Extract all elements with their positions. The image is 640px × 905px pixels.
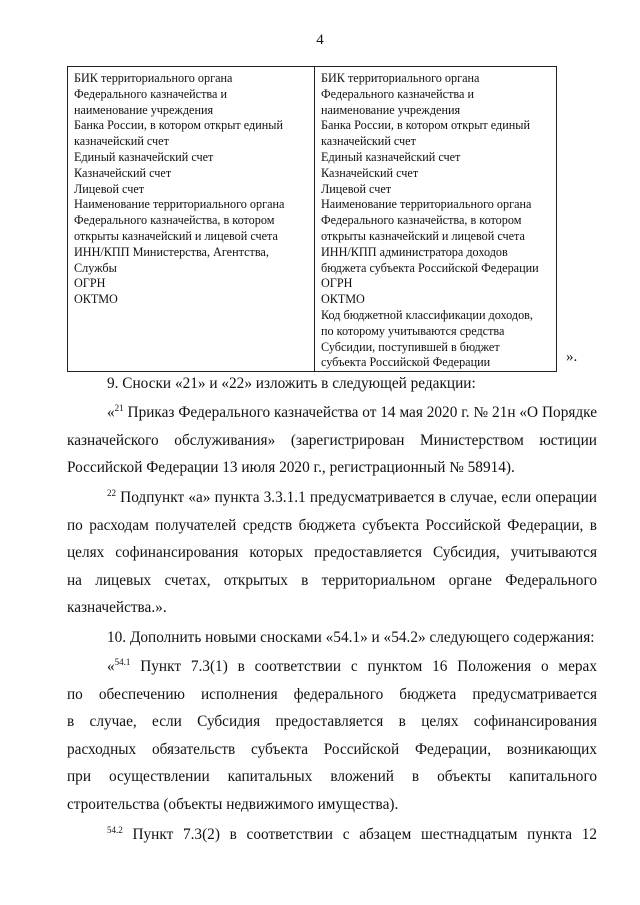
table-right-column [315, 67, 557, 372]
footnote-22-line: казначейства.». [67, 599, 167, 616]
table-row-label: ИНН/КПП Министерства, Агентства, [74, 244, 269, 259]
table-row-label: Федерального казначейства, в котором [321, 213, 522, 228]
bank-details-table [67, 66, 557, 372]
table-row-label: Лицевой счет [321, 181, 392, 196]
table-row-label: ОКТМО [74, 292, 118, 307]
page-number: 4 [316, 32, 324, 48]
table-row-label: БИК территориального органа [321, 71, 480, 85]
table-row-label: Наименование территориального органа [74, 197, 285, 212]
table-row-label: БИК территориального органа [74, 71, 233, 85]
footnote-54-1-marker: 54.1 [114, 657, 131, 667]
footnote-54-1-line: расходных обязательств субъекта Российской Федерации, возникающих [67, 740, 597, 758]
table-row-label: Наименование территориального органа [321, 197, 532, 212]
table-row-label: ИНН/КПП администратора доходов [321, 244, 508, 259]
footnote-54-2-line: $^{54.2}$ Пункт 7.3(2) в соответствии с абзацем шестнадцатым пункта 12 [107, 825, 597, 843]
table-row-label: открыты казначейский и лицевой счета [321, 228, 525, 243]
footnote-22 [67, 484, 597, 622]
footnote-22-line: по расходам получателей средств бюджета субъекта Российской Федерации, в [67, 516, 597, 534]
table-row-label: Федерального казначейства, в котором [74, 213, 275, 228]
table-row-label: Федерального казначейства и [321, 86, 474, 101]
table-row-label: субъекта Российской Федерации [321, 355, 491, 370]
table-row-label: Федерального казначейства и [74, 86, 227, 101]
footnote-22-line: $^{22}$ Подпункт «а» пункта 3.3.1.1 предусматривается в случае, если операции [107, 488, 597, 506]
item-10-section [67, 624, 597, 652]
table-row-label: открыты казначейский и лицевой счета [74, 228, 278, 243]
footnote-21 [67, 399, 597, 482]
table-row-label: Единый казначейский счет [321, 149, 461, 164]
footnote-54-1-line: «$^{54.1}$ Пункт 7.3(1) в соответствии с пунктом 16 Положения о мерах [107, 657, 597, 675]
table-row-label: казначейский счет [74, 134, 169, 149]
item-9-heading: 9. Сноски «21» и «22» изложить в следующей редакции: [107, 375, 476, 392]
table-closing-quote: ». [566, 349, 578, 365]
footnote-21-marker: 21 [114, 403, 124, 413]
item-10-heading: 10. Дополнить новыми сносками «54.1» и «54.2» следующего содержания: [107, 629, 595, 646]
footnote-54-2-marker: 54.2 [107, 825, 123, 835]
footnote-54-1-line: строительства (объекты недвижимого имущества). [67, 795, 399, 813]
table-row-label: наименование учреждения [321, 102, 461, 117]
footnote-21-line: «$^{21}$ Приказ Федерального казначейства от 14 мая 2020 г. № 21н «О Порядке [107, 403, 597, 421]
table-row-label: Банка России, в котором открыт единый [74, 118, 284, 133]
footnote-22-marker: 22 [107, 488, 116, 498]
table-row-label: казначейский счет [321, 134, 416, 149]
table-row-label: ОКТМО [321, 292, 365, 307]
footnote-22-line: на лицевых счетах, открытых в территориальном органе Федерального [67, 571, 597, 589]
table-row-label: Службы [74, 260, 117, 275]
table-row-label: Код бюджетной классификации доходов, [321, 307, 533, 322]
table-row-label: ОГРН [74, 276, 106, 291]
table-row-label: Казначейский счет [321, 165, 419, 180]
footnote-54-1-line: в случае, если Субсидия предоставляется в целях софинансирования [67, 713, 597, 730]
item-9-section [67, 370, 597, 398]
table-row-label: Казначейский счет [74, 165, 172, 180]
table-row-label: Субсидии, поступившей в бюджет [321, 339, 500, 354]
table-left-column [68, 67, 315, 372]
table-row-label: Единый казначейский счет [74, 149, 214, 164]
table-row-label: наименование учреждения [74, 102, 214, 117]
footnote-54-1-line: по обеспечению исполнения федерального бюджета предусматривается [67, 685, 597, 703]
footnote-54-2 [67, 821, 597, 849]
footnote-21-line: казначейского обслуживания» (зарегистрирован Министерством юстиции [67, 431, 597, 449]
table-row-label: Лицевой счет [74, 181, 145, 196]
table-row-label: ОГРН [321, 276, 353, 291]
table-row-label: Банка России, в котором открыт единый [321, 118, 531, 133]
footnote-21-line: Российской Федерации 13 июля 2020 г., регистрационный № 58914). [67, 459, 515, 476]
table-row-label: по которому учитываются средства [321, 323, 505, 338]
footnote-22-line: целях софинансирования которых предоставляется Субсидия, учитываются [67, 544, 597, 561]
footnote-54-1-line: при осуществлении капитальных вложений в объекты капитального [67, 768, 597, 785]
table-row-label: бюджета субъекта Российской Федерации [321, 260, 539, 275]
footnote-54-1 [67, 653, 597, 818]
